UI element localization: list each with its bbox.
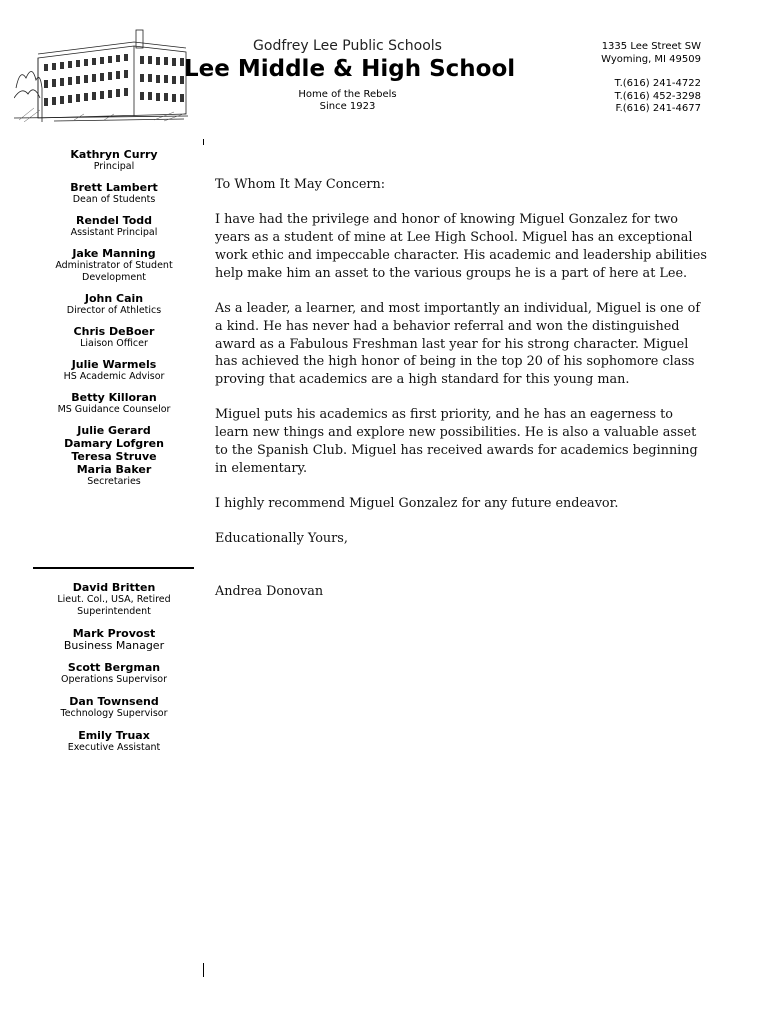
secretary-name: Maria Baker bbox=[76, 463, 152, 476]
letter-body bbox=[215, 176, 710, 619]
tagline-line-2: Since 1923 bbox=[319, 101, 376, 112]
secretary-name: Teresa Struve bbox=[71, 450, 157, 463]
district-name: Godfrey Lee Public Schools bbox=[253, 38, 442, 54]
staff-entry bbox=[34, 661, 194, 686]
school-name: Lee Middle & High School bbox=[184, 56, 516, 82]
staff-name: Rendel Todd bbox=[75, 214, 153, 227]
staff-name: Kathryn Curry bbox=[70, 148, 158, 161]
staff-entry bbox=[34, 695, 194, 720]
staff-role: Director of Athletics bbox=[66, 305, 162, 316]
staff-role: Liaison Officer bbox=[80, 338, 148, 349]
staff-name: Brett Lambert bbox=[70, 181, 158, 194]
staff-name: David Britten bbox=[72, 581, 156, 594]
school-building-sketch-logo bbox=[14, 28, 188, 122]
letter-paragraph: I have had the privilege and honor of knowing Miguel Gonzalez for two years as a student of mine at Lee High School. Miguel has an exceptional work ethic and impeccable character. His academic and leadership abilities help make him an asset to the various groups he is a part of here at Lee. bbox=[215, 212, 707, 281]
staff-role: Operations Supervisor bbox=[60, 674, 167, 685]
fax-number: F.(616) 241-4677 bbox=[615, 103, 701, 114]
staff-role: Technology Supervisor bbox=[60, 708, 168, 719]
staff-role: Administrator of Student Development bbox=[55, 260, 173, 283]
margin-marker-top bbox=[203, 139, 204, 145]
secretaries-role: Secretaries bbox=[87, 476, 141, 487]
staff-name: Chris DeBoer bbox=[73, 325, 155, 338]
secretary-name: Julie Gerard bbox=[77, 424, 151, 437]
staff-entry bbox=[34, 181, 194, 206]
phone-2: T.(616) 452-3298 bbox=[614, 90, 701, 102]
staff-entry bbox=[34, 214, 194, 239]
staff-role: Principal bbox=[93, 161, 135, 172]
staff-entry bbox=[34, 325, 194, 350]
secretary-name: Damary Lofgren bbox=[64, 437, 164, 450]
staff-name: Dan Townsend bbox=[69, 695, 159, 708]
secretaries-entry bbox=[34, 424, 194, 488]
staff-name: Emily Truax bbox=[78, 729, 150, 742]
staff-entry bbox=[34, 729, 194, 754]
staff-role: Dean of Students bbox=[72, 194, 156, 205]
staff-role: Business Manager bbox=[63, 639, 165, 652]
staff-entry bbox=[34, 148, 194, 173]
staff-entry bbox=[34, 292, 194, 317]
letter-paragraph: As a leader, a learner, and most importantly an individual, Miguel is one of a kind. He has never had a behavior referral and won the distinguished award as a Fabulous Freshman last year for his strong character. Miguel has achieved the high honor of being in the top 20 of his sophomore class proving that academics are a high standard for this young man. bbox=[215, 300, 701, 388]
staff-entry bbox=[34, 581, 194, 618]
staff-role: Executive Assistant bbox=[67, 742, 161, 753]
letter-salutation: To Whom It May Concern: bbox=[215, 177, 386, 192]
letterhead-header bbox=[184, 38, 516, 113]
staff-name: Scott Bergman bbox=[67, 661, 161, 674]
staff-entry bbox=[34, 247, 194, 284]
staff-sidebar bbox=[34, 148, 194, 496]
staff-name: Julie Warmels bbox=[71, 358, 157, 371]
staff-role: HS Academic Advisor bbox=[63, 371, 165, 382]
letter-paragraph: Miguel puts his academics as first priority, and he has an eagerness to learn new things and explore new possibilities. He is also a valuable asset to the Spanish Club. Miguel has received awards for academics beginning in elementary. bbox=[215, 407, 698, 476]
staff-role: MS Guidance Counselor bbox=[57, 404, 171, 415]
staff-entry bbox=[34, 627, 194, 652]
staff-entry bbox=[34, 391, 194, 416]
staff-entry bbox=[34, 358, 194, 383]
staff-name: Betty Killoran bbox=[71, 391, 157, 404]
tagline-line-1: Home of the Rebels bbox=[298, 89, 397, 100]
street-address: 1335 Lee Street SW bbox=[601, 41, 701, 52]
address-block bbox=[601, 41, 701, 116]
city-state-zip: Wyoming, MI 49509 bbox=[601, 53, 701, 65]
tagline bbox=[190, 89, 505, 113]
letter-closing: Educationally Yours, bbox=[215, 531, 348, 547]
margin-marker-bottom bbox=[203, 963, 204, 977]
staff-name: Jake Manning bbox=[72, 247, 156, 260]
staff-name: Mark Provost bbox=[72, 627, 156, 640]
letter-signature: Andrea Donovan bbox=[215, 584, 324, 600]
letter-paragraph: I highly recommend Miguel Gonzalez for any future endeavor. bbox=[215, 496, 619, 512]
staff-role: Assistant Principal bbox=[70, 227, 158, 238]
district-staff-sidebar bbox=[34, 581, 194, 763]
phone-1: T.(616) 241-4722 bbox=[614, 78, 701, 89]
sidebar-divider bbox=[33, 567, 194, 569]
staff-name: John Cain bbox=[84, 292, 144, 305]
staff-role: Lieut. Col., USA, Retired Superintendent bbox=[57, 594, 171, 617]
